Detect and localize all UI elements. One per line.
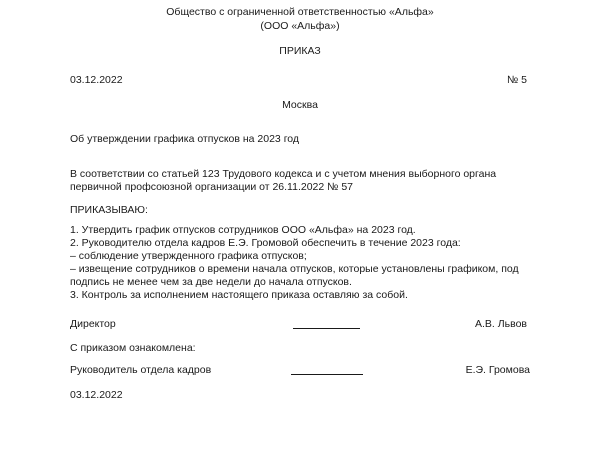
order-item: 1. Утвердить график отпусков сотрудников ООО «Альфа» на 2023 год. <box>70 224 416 236</box>
basis-line-1: В соответствии со статьей 123 Трудового кодекса и с учетом мнения выборного органа <box>70 168 497 180</box>
basis-line-2: первичной профсоюзной организации от 26.11.2022 № 57 <box>70 181 354 193</box>
hr-signature-line <box>291 374 363 375</box>
order-item: – соблюдение утвержденного графика отпусков; <box>70 250 307 262</box>
organization-name: Общество с ограниченной ответственностью «Альфа» <box>166 6 434 18</box>
director-title: Директор <box>70 318 116 330</box>
acknowledged-label: С приказом ознакомлена: <box>70 342 196 354</box>
city: Москва <box>282 99 318 111</box>
order-item: подпись не менее чем за две недели до начала отпусков. <box>70 276 352 288</box>
order-item: – извещение сотрудников о времени начала отпусков, которые установлены графиком, под <box>70 263 519 275</box>
document-type: ПРИКАЗ <box>279 45 321 57</box>
order-number: № 5 <box>506 74 527 86</box>
acknowledgement-date: 03.12.2022 <box>70 389 123 401</box>
hr-name: Е.Э. Громова <box>465 364 530 376</box>
director-signature-line <box>293 328 360 329</box>
director-name: А.В. Львов <box>475 318 527 330</box>
order-subject: Об утверждении графика отпусков на 2023 год <box>70 133 300 145</box>
order-date: 03.12.2022 <box>70 74 123 86</box>
hr-title: Руководитель отдела кадров <box>70 364 212 376</box>
order-item: 3. Контроль за исполнением настоящего приказа оставляю за собой. <box>70 289 408 301</box>
organization-short-name: (ООО «Альфа») <box>260 20 340 32</box>
order-item: 2. Руководителю отдела кадров Е.Э. Громовой обеспечить в течение 2023 года: <box>70 237 461 249</box>
order-word: ПРИКАЗЫВАЮ: <box>70 204 148 216</box>
